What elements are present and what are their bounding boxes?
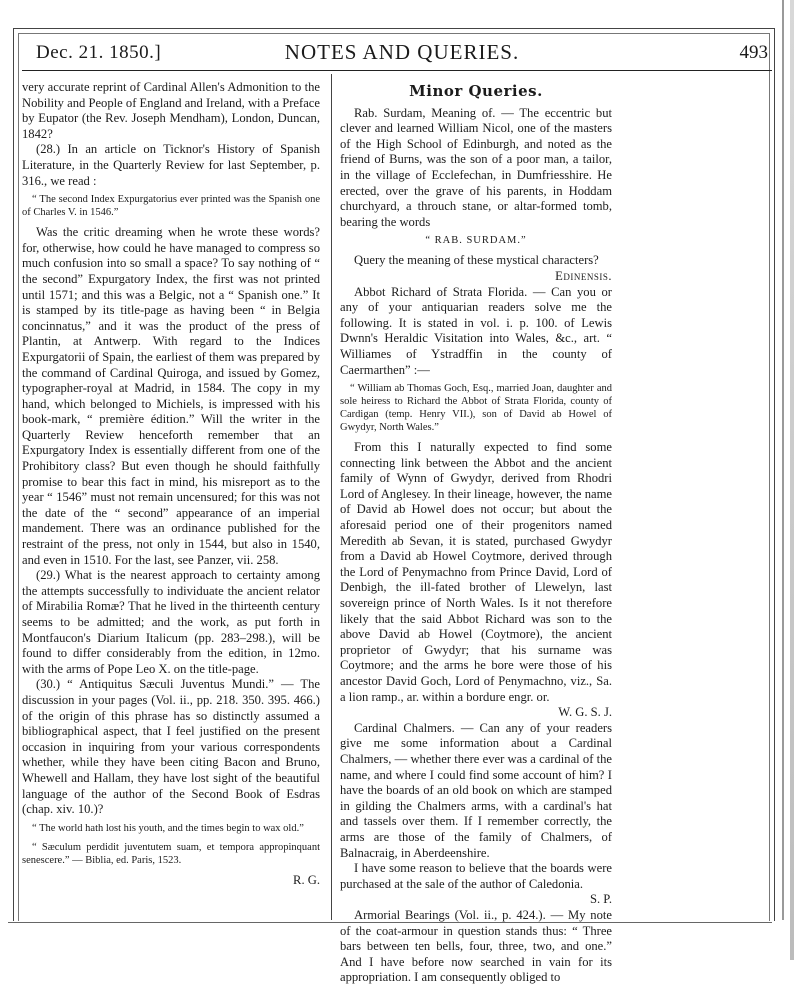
left-para-4: (29.) What is the nearest approach to certainty among the attempts successfully to individuate the ancient relator of Mirabilia Romæ? That he lived in the thirteenth century seems to be admitted; and the work, as put forth in Montfaucon's Diarium Italicum (pp. 283–298.), will be found to differ considerably from the edition, in 12mo. with the arms of Pope Leo X. on the title-page. [22, 568, 320, 676]
left-para-5: (30.) “ Antiquitus Sæculi Juventus Mundi.” — The discussion in your pages (Vol. ii., pp. 218. 350. 395. 466.) of the origin of this phrase has so distinctly assumed a bibliographical aspect, that I feel justified on the present occasion in inquiring from your various correspondents whether, while they have been citing Bacon and Bruno, Whewell and Hallam, they have lost sight of the beautiful language of the author of the Second Book of Esdras (chap. xiv. 10.)? [22, 677, 320, 817]
header-page-number: 493 [739, 42, 768, 63]
scan-edge-line [782, 0, 784, 920]
left-para-2: (28.) In an article on Ticknor's History of Spanish Literature, in the Quarterly Review for last September, p. 316., we read : [22, 142, 320, 188]
left-column [22, 80, 320, 888]
right-signature-2: W. G. S. J. [558, 705, 612, 720]
right-para-1: Rab. Surdam, Meaning of. — The eccentric but clever and learned William Nicol, one of the masters of the High School of Edinburgh, and noted as the friend of Burns, was the son of a poor man, a tailor, in the village of Ecclefechan, in Dumfriesshire. He erected, over the grave of his parents, in Hoddam churchyard, a throuch stane, or altar-formed tomb, bearing the words [340, 105, 612, 229]
header-title: NOTES AND QUERIES. [284, 40, 520, 64]
right-column [340, 80, 612, 986]
right-quote-1: “ RAB. SURDAM.” [425, 235, 527, 247]
column-divider [331, 74, 332, 920]
right-para-5: Cardinal Chalmers. — Can any of your readers give me some information about a Cardinal Chalmers, — whether there ever was a cardinal of the name, and where I could find some account of him? I have the boards of an old book on which are stamped in gilding the Chalmers arms, with a cardinal's hat and tassels over them. If I remember correctly, the arms are those of the family of Chalmers, of Balnacraig, in Aberdeenshire. [340, 720, 612, 860]
bottom-rule [8, 922, 772, 923]
right-signature-1: Edinensis. [555, 268, 612, 283]
left-quote-2: “ The world hath lost his youth, and the times begin to wax old.” [32, 822, 304, 834]
right-para-7: Armorial Bearings (Vol. ii., p. 424.). — My note of the coat-armour in question stands thus: “ Three bars between ten bells, four, three, two, and one.” And I have before now searched in vain for its appropriation. I am consequently obliged to [340, 907, 612, 985]
section-heading: Minor Queries. [409, 82, 543, 100]
right-signature-3: S. P. [589, 892, 612, 907]
left-quote-1: “ The second Index Expurgatorius ever printed was the Spanish one of Charles V. in 1546.” [22, 194, 320, 219]
right-para-4: From this I naturally expected to find some connecting link between the Abbot and the ancient family of Wynn of Gwydyr, derived from Rhodri Lord of Anglesey. In their lineage, however, the name of David ab Howel does not occur; but about the aforesaid period one of their progenitors named Meredith ab Sevan, it is stated, purchased Gwydyr from a David ab Howel Coytmore, derived through the Lord of Penymachno from Prince David, Lord of Denbigh, the ill-fated brother of Llewelyn, last sovereign prince of North Wales. Is it not therefore likely that the said Abbot Richard was son to the above David ab Howel (Coytmore), the ancient proprietor of Gwydyr; that his surname was Coytmore; and the arms he bore were those of his ancestor David Goch, Lord of Penymachno, viz., Sa. a lion ramp., ar. within a bordure engr. or. [340, 440, 612, 704]
left-signature: R. G. [293, 872, 320, 887]
scan-edge [790, 0, 794, 960]
header-date: Dec. 21. 1850.] [36, 42, 162, 63]
left-quote-3: “ Sæculum perdidit juventutem suam, et tempora appropinquant senescere.” — Biblia, ed. Paris, 1523. [22, 841, 320, 866]
right-para-6: I have some reason to believe that the boards were purchased at the sale of the author of Caledonia. [340, 861, 612, 891]
left-para-1: very accurate reprint of Cardinal Allen's Admonition to the Nobility and People of England and Ireland, with a Preface by Eupator (the Rev. Joseph Mendham), London, Duncan, 1842? [22, 80, 320, 141]
right-para-3: Abbot Richard of Strata Florida. — Can you or any of your antiquarian readers solve me the following. It is stated in vol. i. p. 100. of Lewis Dwnn's Heraldic Visitation into Wales, &c., art. “ Williames of Ystradffin in the county of Caermarthen” :— [340, 284, 612, 377]
right-para-2: Query the meaning of these mystical characters? [354, 253, 599, 268]
left-para-3: Was the critic dreaming when he wrote these words? for, otherwise, how could he have managed to compress so much confusion into so small a space? To say nothing of “ the second” Expurgatory Index, the first was not printed until 1571; and this was a Belgic, not a “ Spanish one.” It is stamped by its title-page as having been “ in Belgia concinnatus,” and it was the product of the press of Plantin, at Antwerp. With regard to the Indices Expurgatorii of Spain, the earliest of them was prepared by the command of Cardinal Quiroga, and issued by Gomez, typographer-royal at Madrid, in 1584. The copy in my hand, which belonged to Michiels, is impressed with his book-mark, “ première édition.” Will the writer in the Quarterly Review henceforth remember that an Expurgatory Index is essentially different from one of the Prohibitory class? But even though he should faithfully promise to bear this fact in mind, his misreport as to the year “ 1546” must not remain uncensured; for this was not the date of the “ second” appearance of an imperial mandement. There was an ordinance published for the restraint of the press, not only in 1544, but also in 1540, and even in 1510. For the last, see Panzer, vii. 258. [22, 225, 320, 567]
right-quote-2: “ William ab Thomas Goch, Esq., married Joan, daughter and sole heiress to Richard the Abbot of Strata Florida, county of Cardigan (temp. Henry VII.), son of David ab Howel of Gwydyr, North Wales.” [340, 383, 612, 434]
